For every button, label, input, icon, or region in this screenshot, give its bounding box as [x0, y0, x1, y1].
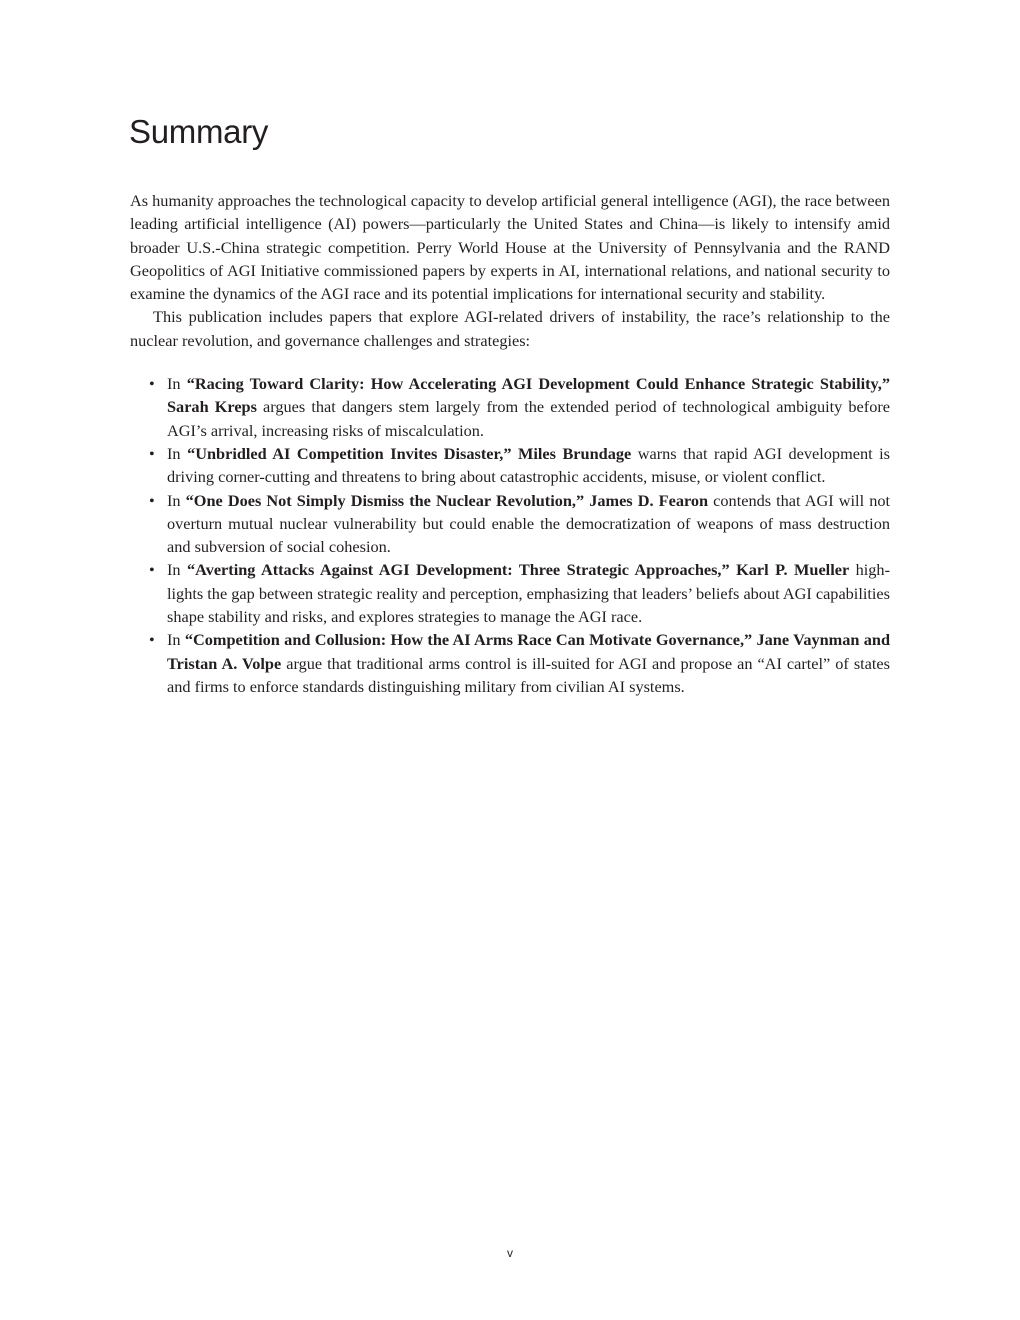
- item-prefix: In: [167, 443, 188, 463]
- bullet-marker: •: [149, 630, 155, 650]
- list-item: [130, 442, 890, 489]
- publication-paragraph: This publication includes papers that explore AGI-related drivers of instability, the race’s relationship to the nuclear revolution, and governance challenges and strategies:: [130, 307, 890, 350]
- item-prefix: In: [167, 630, 185, 650]
- list-item: [130, 372, 890, 442]
- item-prefix: In: [167, 560, 187, 580]
- list-item: [130, 489, 890, 559]
- paper-title-author: “Competition and Collusion: How the AI Arms Race Can Motivate Governance,” Jane Vaynman and Tristan A. Volpe: [167, 630, 890, 673]
- paper-title-author: “Racing Toward Clarity: How Accelerating AGI Development Could Enhance Strategic Stability,” Sarah Kreps: [167, 374, 890, 417]
- item-prefix: In: [167, 374, 187, 394]
- list-item: [130, 558, 890, 628]
- item-description: warns that rapid AGI development is driving corner-cutting and threatens to bring about catastrophic accidents, misuse, or violent conflict.: [167, 443, 890, 487]
- item-description: contends that AGI will not overturn mutual nuclear vulnerability but could enable the democratization of weapons of mass destruction and subversion of social cohesion.: [167, 490, 890, 557]
- bullet-marker: •: [149, 560, 155, 580]
- item-description: argues that dangers stem largely from the extended period of technological ambiguity before AGI’s arrival, increasing risks of miscalculation.: [167, 397, 890, 440]
- item-prefix: In: [167, 490, 186, 510]
- page-number: v: [507, 1246, 513, 1260]
- paper-list: [130, 372, 890, 698]
- intro-paragraph: As humanity approaches the technological capacity to develop artificial general intelligence (AGI), the race between leading artificial intelligence (AI) powers—particularly the United States and China—is likely to intensify amid broader U.S.-China strategic competition. Perry World House at the University of Pennsylvania and the RAND Geopolitics of AGI Initiative commissioned papers by experts in AI, international relations, and national security to examine the dynamics of the AGI race and its potential implications for international security and stability.: [130, 191, 890, 304]
- bullet-marker: •: [149, 490, 155, 510]
- paper-title-author: “Unbridled AI Competition Invites Disaster,” Miles Brundage: [187, 443, 632, 463]
- summary-body: [130, 189, 890, 698]
- bullet-marker: •: [149, 443, 155, 463]
- paper-title-author: “One Does Not Simply Dismiss the Nuclear Revolution,” James D. Fearon: [185, 490, 709, 510]
- list-item: [130, 628, 890, 698]
- bullet-marker: •: [149, 374, 155, 394]
- paper-title-author: “Averting Attacks Against AGI Development: Three Strategic Approaches,” Karl P. Mueller: [187, 560, 850, 580]
- item-description: highlights the gap between strategic reality and perception, emphasizing that leaders’ beliefs about AGI capabilities shape stability and risks, and explores strategies to manage the AGI race.: [167, 560, 890, 627]
- page-title: Summary: [129, 113, 269, 150]
- item-description: argue that traditional arms control is ill-suited for AGI and propose an “AI cartel” of states and firms to enforce standards distinguishing military from civilian AI systems.: [167, 653, 890, 696]
